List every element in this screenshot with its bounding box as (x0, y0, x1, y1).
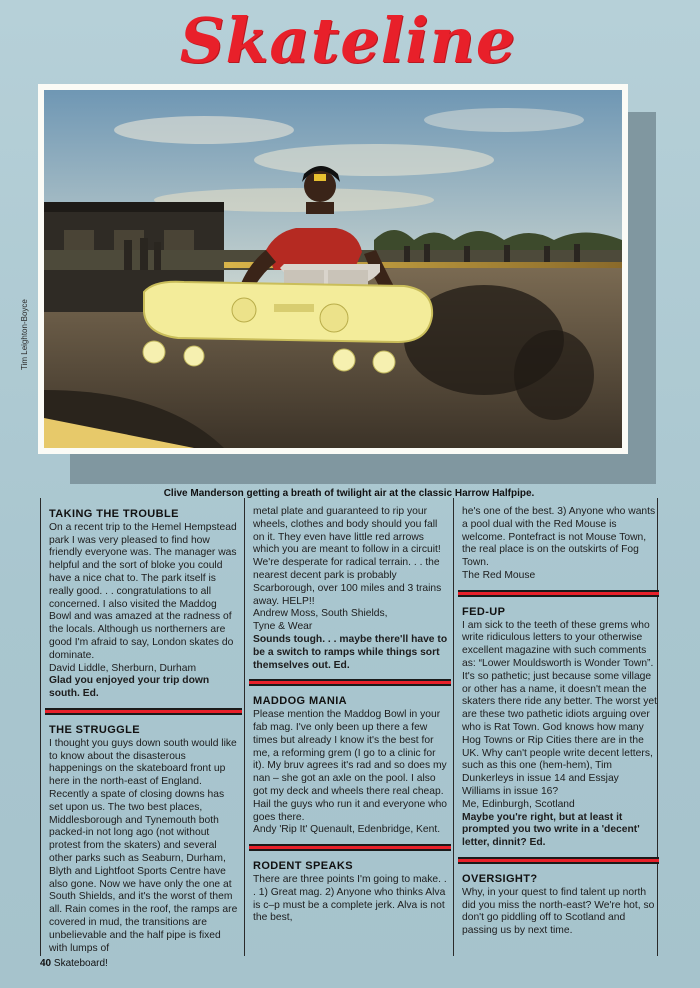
letter-signature: David Liddle, Sherburn, Durham (49, 662, 197, 674)
section-divider (458, 857, 659, 864)
letter-signature: Andy 'Rip It' Quenault, Edenbridge, Kent. (253, 824, 441, 836)
letter-body: Please mention the Maddog Bowl in your fab mag. I've only been up there a few times but already I know it's the best for me, a reforming grem (I go to a clinic for it). My bruv agrees it's rad and so does my nan – she got an axle on the pool. I also got my deck and wheels there real cheap. Hail the guys who run it and everyone who goes there. (253, 709, 448, 823)
letter-heading: TAKING THE TROUBLE (49, 508, 179, 520)
letter-body-continued: he's one of the best. 3) Anyone who wants a pool dual with the Red Mouse is welcome. Pontefract is not Mouse Town, the real place is on the outskirts of Fog Town. (462, 506, 656, 569)
page-number: 40 (40, 958, 52, 969)
letter-body: I thought you guys down south would like to know about the disasterous happenings on the skateboard front up here in the north-east of England. Recently a spate of closing downs has set upon us. The two best places, Middlesborough and Tynemouth both packed-in not long ago (not without protest from the skaters) and several other parks such as Seaburn, Durham, Blyth and Lightfoot Sports Centre have also gone. Now we have only the one at South Shields, and it's the worst of them all. Rain comes in the roof, the ramps are covered in mud, the transitions are unbelievable and the half pipe is fixed with lumps of (49, 737, 238, 954)
column-2 (244, 498, 449, 956)
letter-signature: Andrew Moss, South Shields, (253, 608, 388, 620)
magazine-name: Skateboard! (53, 958, 108, 969)
editor-reply: Glad you enjoyed your trip down south. Ed. (49, 675, 210, 700)
section-divider (249, 679, 451, 686)
column-3 (453, 498, 658, 956)
letter-signature: Tyne & Wear (253, 621, 313, 633)
photo-frame (38, 84, 628, 454)
section-divider (249, 844, 451, 851)
photo-caption: Clive Manderson getting a breath of twilight air at the classic Harrow Halfpipe. (163, 488, 535, 499)
letter-body: There are three points I'm going to make. . . 1) Great mag. 2) Anyone who thinks Alva is c–p must be a complete jerk. Alva is not the best, (253, 873, 447, 924)
editor-reply: Maybe you're right, but at least it prompted you two write in a 'decent' letter, dinnit? Ed. (462, 811, 640, 849)
column-1 (40, 498, 240, 956)
section-divider (45, 708, 242, 715)
letter-signature: The Red Mouse (462, 569, 536, 581)
masthead-title: Skateline (179, 3, 517, 77)
letter-body: I am sick to the teeth of these grems who write ridiculous letters to your otherwise excellent magazine with such comments as: “Lower Mouldsworth is Wonder Town”. It's so pathetic; just because some village or other has a name, it doesn't mean the skaters there ride any better. The worst yet are these two pathetic idiots arguing over who is Rat Town. God knows how many Hog Towns or Rip Cities there are in the UK. Why can't people write decent letters, such as this one (hem-hem), Tim Dunkerleys in issue 14 and Essjay Williams in issue 16? (462, 619, 657, 797)
letter-signature: Me, Edinburgh, Scotland (462, 798, 575, 810)
skater-illustration (44, 90, 622, 448)
letter-body: Why, in your quest to find talent up north did you miss the north-east? We're hot, so don't go piddling off to Scotland and passing us by next time. (462, 886, 655, 937)
section-divider (458, 590, 659, 597)
letter-heading: RODENT SPEAKS (253, 860, 353, 873)
letter-heading: OVERSIGHT? (462, 872, 538, 885)
letter-heading: FED-UP (462, 605, 506, 618)
page-footer (40, 958, 108, 969)
letters-columns (40, 498, 658, 956)
letter-heading: THE STRUGGLE (49, 723, 140, 736)
letter-heading: MADDOG MANIA (253, 695, 348, 708)
photo-credit: Tim Leighton-Boyce (20, 299, 29, 370)
letter-body-continued: metal plate and guaranteed to rip your wheels, clothes and body should you fall on it. They even have little red arrows which you are meant to follow in a circuit! We're desperate for radical terrain. . . the nearest decent park is probably Scarborough, over 100 miles and 3 trains away. HELP!! (253, 506, 442, 607)
letter-body: On a recent trip to the Hemel Hempstead park I was very pleased to find how friendly everyone was. The manager was helpful and the sort of bloke you could have a nice chat to. The park itself is really good. . . congratulations to all concerned. I also visited the Maddog Bowl and was amazed at the radness of the locals. Although us northerners are good I'm afraid to say, London skates do dominate. (49, 521, 237, 661)
skate-photo (44, 90, 622, 448)
editor-reply: Sounds tough. . . maybe there'll have to be a switch to ramps while things sort themselves out. Ed. (253, 633, 448, 671)
